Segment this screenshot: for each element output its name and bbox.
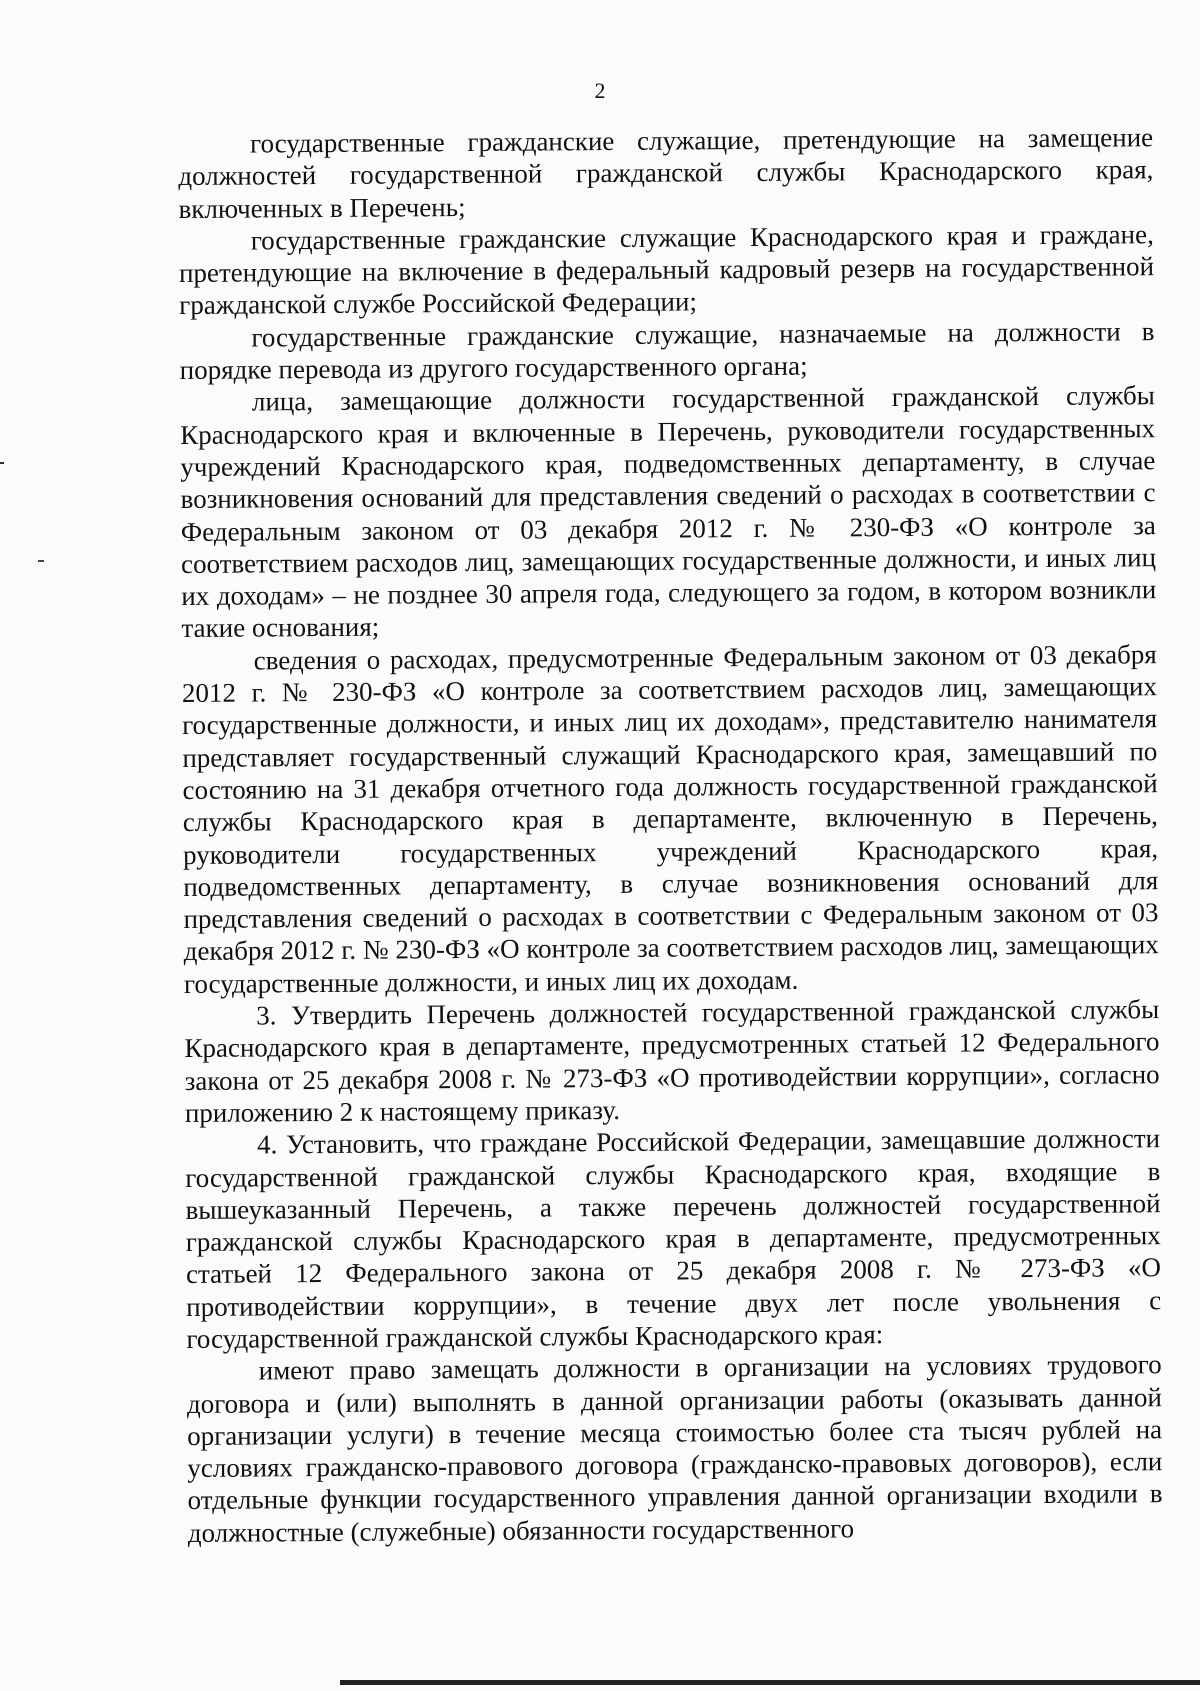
paragraph-7: 4. Установить, что граждане Российской Федерации, замещавшие должности государственной гражданской службы Краснодарского края, входящие в вышеуказанный Перечень, а также перечень должностей государственной гражданской службы Краснодарского края в департаменте, предусмотренных статьей 12 Федерального закона от 25 декабря 2008 г. № 273-ФЗ «О противодействии коррупции», в течение двух лет после увольнения с государственной гражданской службы Краснодарского края: [185, 1123, 1162, 1354]
page-number: 2 [594, 78, 606, 103]
paragraph-5: сведения о расходах, предусмотренные Федеральным законом от 03 декабря 2012 г. № 230-ФЗ «О контроле за соответствием расходов лиц, замещающих государственные должности, и иных лиц их доходам», представителю нанимателя представляет государственный служащий Краснодарского края, замещавший по состоянию на 31 декабря отчетного года должность государственной гражданской службы Краснодарского края в департаменте, включенную в Перечень, руководители государственных учреждений Краснодарского края, подведомственных департаменту, в случае возникновения оснований для представления сведений о расходах в соответствии с Федеральным законом от 03 декабря 2012 г. № 230-ФЗ «О контроле за соответствием расходов лиц, замещающих государственные должности, и иных лиц их доходам. [181, 638, 1159, 999]
scan-bottom-edge [340, 1680, 1200, 1685]
paragraph-2: государственные гражданские служащие Краснодарского края и граждане, претендующие на включение в федеральный кадровый резерв на государственной гражданской службе Российской Федерации; [178, 219, 1155, 321]
scan-margin-mark [38, 560, 44, 562]
document-body [178, 121, 1163, 1549]
paragraph-3: государственные гражданские служащие, назначаемые на должности в порядке перевода из другого государственного органа; [179, 315, 1155, 386]
paragraph-8: имеют право замещать должности в организации на условиях трудового договора и (или) выполнять в данной организации работы (оказывать данной организации услуги) в течение месяца стоимостью более ста тысяч рублей на условиях гражданско-правового договора (гражданско-правовых договоров), если отдельные функции государственного управления данной организации входили в должностные (служебные) обязанности государственного [186, 1349, 1163, 1548]
paragraph-4: лица, замещающие должности государственной гражданской службы Краснодарского края и включенные в Перечень, руководители государственных учреждений Краснодарского края, подведомственных департаменту, в случае возникновения оснований для представления сведений о расходах в соответствии с Федеральным законом от 03 декабря 2012 г. № 230-ФЗ «О контроле за соответствием расходов лиц, замещающих государственные должности, и иных лиц их доходам» – не позднее 30 апреля года, следующего за годом, в котором возникли такие основания; [180, 380, 1157, 644]
scan-margin-mark [0, 462, 4, 464]
paragraph-1: государственные гражданские служащие, претендующие на замещение должностей государственной гражданской службы Краснодарского края, включенных в Перечень; [178, 122, 1154, 224]
paragraph-6: 3. Утвердить Перечень должностей государственной гражданской службы Краснодарского края в департаменте, предусмотренных статьей 12 Федерального закона от 25 декабря 2008 г. № 273-ФЗ «О противодействии коррупции», согласно приложению 2 к настоящему приказу. [184, 994, 1160, 1128]
